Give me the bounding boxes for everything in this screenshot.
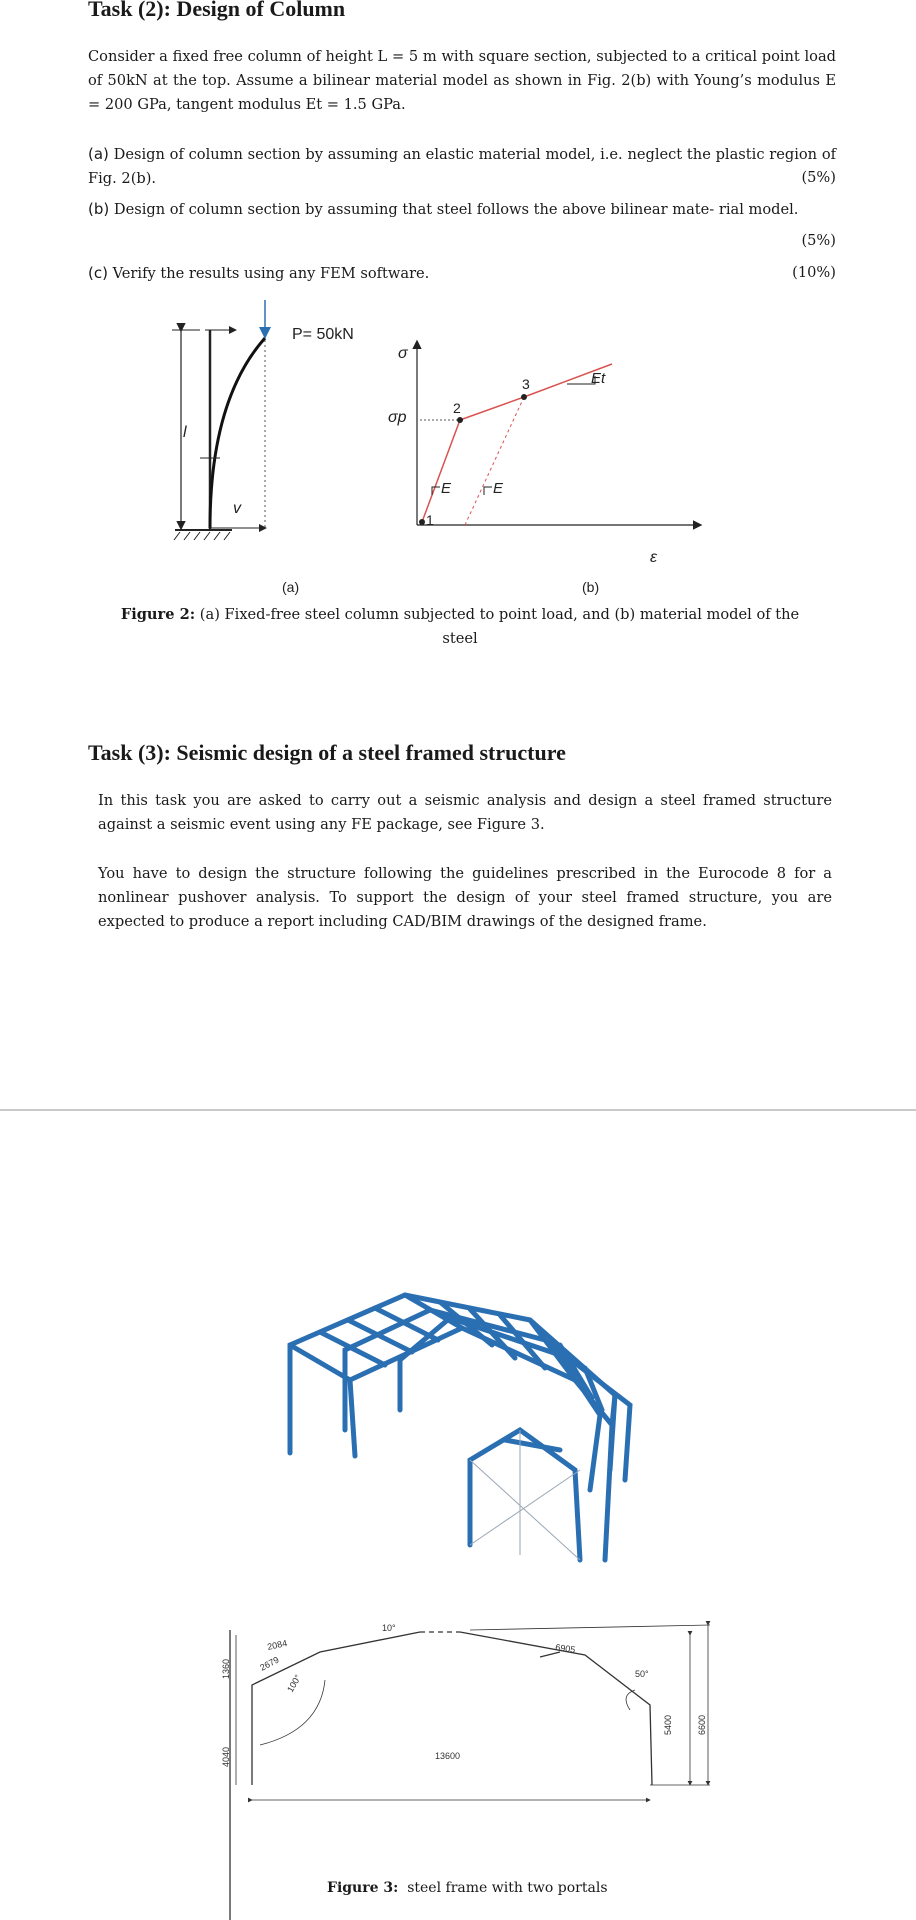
figure-3-caption [327,1880,608,1896]
load-label: P= 50kN [292,326,354,343]
figure-3-frame-render [0,1280,916,1590]
page-divider [0,1109,916,1111]
figure-3-caption-label: Figure 3: [327,1880,399,1896]
dim-2679: 2679 [258,1654,281,1673]
part-b-marks: (5%) [801,232,836,249]
dim-4040: 4040 [221,1746,231,1767]
part-a-text: Design of column section by assuming an elastic material model, i.e. neglect the plastic region of Fig. 2(b). [88,146,837,187]
sub-caption-b: (b) [582,579,600,595]
task3-paragraph-1: In this task you are asked to carry out a seismic analysis and design a steel framed structure against a seismic event using any FE package, see Figure 3. [98,792,832,833]
dim-2084: 2084 [266,1638,289,1652]
dim-6600: 6600 [697,1714,707,1735]
point-3-label: 3 [522,376,530,392]
point-2-label: 2 [453,400,461,416]
angle-100: 100° [285,1672,304,1694]
point-1-label: 1 [426,512,434,528]
left-frame-outline [252,1632,420,1785]
task2-intro: Consider a fixed free column of height L = 5 m with square section, subjected to a critical point load of 50kN at the top. Assume a bilinear material model as shown in Fig. 2(b) with Young’s modulus E = 200 GPa, tangent modulus Et = 1.5 GPa. [88,48,836,113]
angle-10: 10° [382,1623,396,1633]
e-label-1: E [441,480,452,497]
part-b-label: (b) [88,200,110,218]
column-diagram [172,300,354,540]
task3-title: Task (3): Seismic design of a steel framed structure [88,740,566,765]
task2-part-c [88,261,836,286]
sub-caption-a: (a) [282,579,300,595]
part-a-marks: (5%) [801,169,836,186]
figure-2 [0,300,916,595]
e-label-2: E [493,480,504,497]
deflection-label: v [233,500,241,517]
part-c-text: Verify the results using any FEM software. [112,265,430,282]
dim-6905: 6905 [554,1642,576,1655]
right-frame-outline [460,1632,652,1785]
figure-3-caption-text: steel frame with two portals [407,1880,608,1896]
figure-3-dimension-drawing [0,1615,916,1885]
part-c-label: (c) [88,264,108,282]
part-a-label: (a) [88,145,109,163]
part-c-marks: (10%) [792,264,836,281]
task2-part-a [88,142,836,191]
task2-part-b [88,197,836,249]
unloading-line [465,397,524,525]
point-1 [419,519,425,525]
sigma-p-label: σp [388,409,407,426]
material-model-diagram [388,342,700,566]
figure-2-caption [110,603,810,651]
length-label: l [183,424,187,441]
point-2 [457,417,463,423]
part-b-text: Design of column section by assuming that steel follows the above bilinear mate- rial model. [113,201,799,218]
dim-13600: 13600 [435,1751,461,1761]
task3-paragraph-2: You have to design the structure following the guidelines prescribed in the Eurocode 8 for a nonlinear pushover analysis. To support the design of your steel framed structure, you are expected to produce a report including CAD/BIM drawings of the designed frame. [98,865,832,930]
et-label: Et [591,370,606,387]
dim-5400: 5400 [663,1714,673,1735]
task2-title: Task (2): Design of Column [88,0,346,21]
epsilon-label: ε [650,549,658,566]
bilinear-curve [422,364,612,522]
figure-2-caption-label: Figure 2: [120,606,196,623]
dim-1360: 1360 [221,1658,231,1679]
figure-2-caption-text: (a) Fixed-free steel column subjected to point load, and (b) material model of the steel [195,606,800,647]
sigma-label: σ [398,345,408,362]
point-3 [521,394,527,400]
angle-50: 50° [635,1669,649,1679]
